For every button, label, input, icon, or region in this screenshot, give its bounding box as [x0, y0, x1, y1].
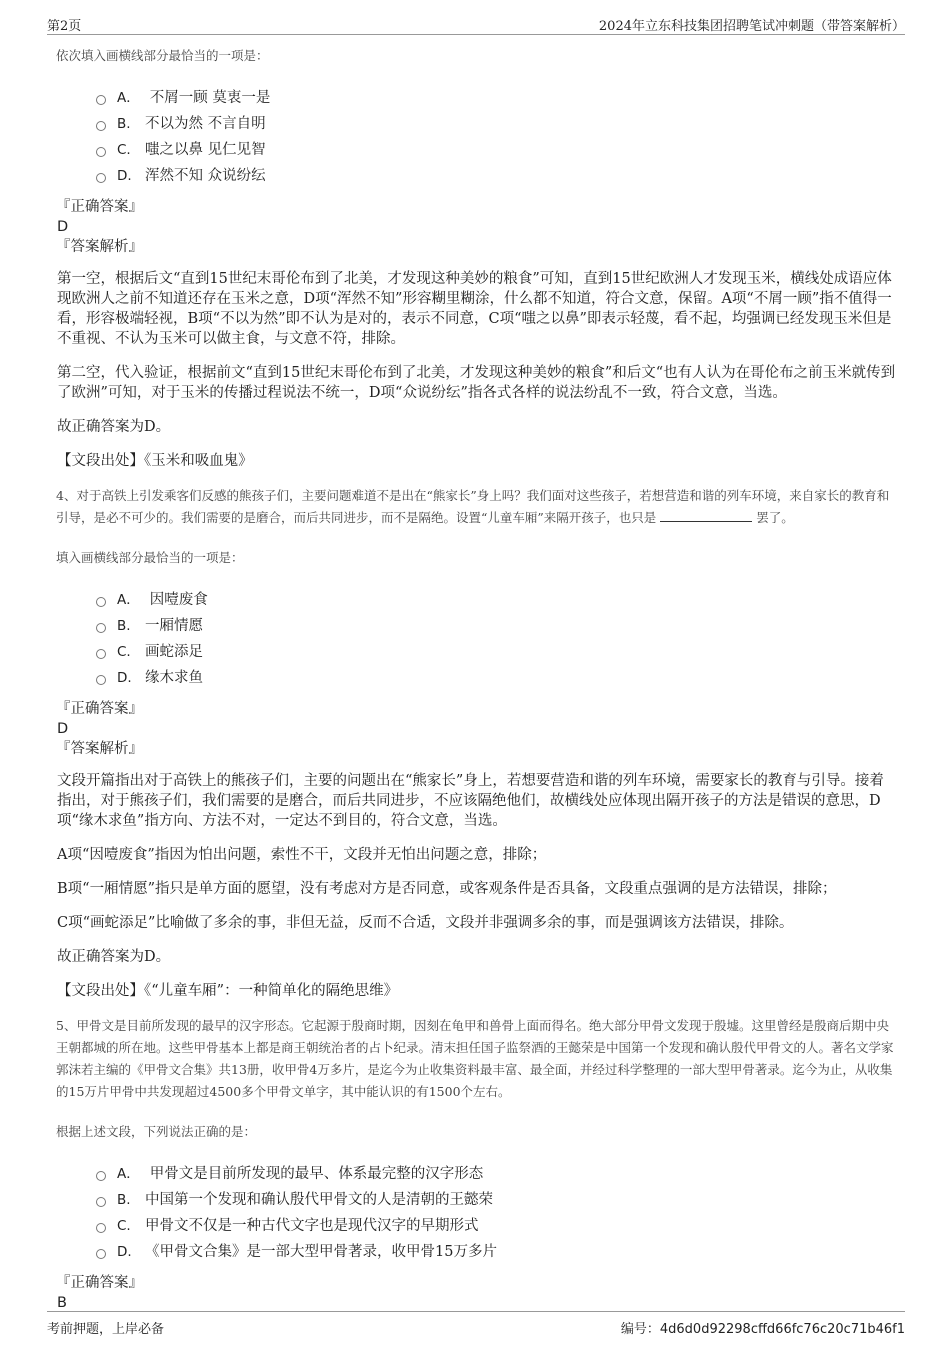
- q5-option-b[interactable]: B. 中国第一个发现和确认殷代甲骨文的人是清朝的王懿荣: [96, 1187, 896, 1213]
- radio-icon[interactable]: [96, 1171, 106, 1181]
- q4-source: 【文段出处】《“儿童车厢”：一种简单化的隔绝思维》: [57, 983, 399, 999]
- q5-option-c[interactable]: C. 甲骨文不仅是一种古代文字也是现代汉字的早期形式: [96, 1213, 896, 1239]
- radio-icon[interactable]: [96, 147, 106, 157]
- document-title: 2024年立东科技集团招聘笔试冲刺题（带答案解析）: [598, 19, 905, 34]
- q3-answer: D: [57, 219, 69, 235]
- q3-analysis-para-2: 第二空，代入验证，根据前文“直到15世纪末哥伦布到了北美，才发现这种美妙的粮食”和后文“也有人认为在哥伦布之前玉米就传到了欧洲”可知，对于玉米的传播过程说法不统一，D项“众说纷纭”指各式各样的说法纷乱不一致，符合文意，当选。: [57, 365, 896, 401]
- q5-text: 5、甲骨文是目前所发现的最早的汉字形态。它起源于殷商时期，因刻在龟甲和兽骨上面而得名。绝大部分甲骨文发现于殷墟。这里曾经是殷商后期中央王朝都城的所在地。这些甲骨基本上都是商王朝统治者的占卜纪录。清末担任国子监祭酒的王懿荣是中国第一个发现和确认殷代甲骨文的人。著名文学家郭沫若主编的《甲骨文合集》共13册，收甲骨4万多片，是迄今为止收集资料最丰富、最全面，并经过科学整理的一部大型甲骨著录。迄今为止，从收集的15万片甲骨中共发现超过4500多个甲骨文单字，其中能认识的有1500个左右。: [56, 1018, 894, 1099]
- q4-option-c[interactable]: C. 画蛇添足: [96, 639, 896, 665]
- q4-option-b[interactable]: B. 一厢情愿: [96, 613, 896, 639]
- q3-option-d[interactable]: D. 浑然不知 众说纷纭: [96, 163, 896, 189]
- q4-analysis-para-4: C项“画蛇添足”比喻做了多余的事，非但无益，反而不合适，文段并非强调多余的事，而是强调该方法错误，排除。: [57, 915, 794, 931]
- radio-icon[interactable]: [96, 1249, 106, 1259]
- q5-answer-label: 『正确答案』: [56, 1275, 143, 1291]
- q4-prompt: 填入画横线部分最恰当的一项是：: [56, 550, 244, 565]
- q4-analysis-conclusion: 故正确答案为D。: [57, 949, 171, 965]
- q4-option-a[interactable]: A． 因噎废食: [96, 587, 896, 613]
- radio-icon[interactable]: [96, 675, 106, 685]
- radio-icon[interactable]: [96, 95, 106, 105]
- q5-options: [96, 1161, 896, 1265]
- q5-option-d[interactable]: D. 《甲骨文合集》是一部大型甲骨著录，收甲骨15万多片: [96, 1239, 896, 1265]
- q3-prompt: 依次填入画横线部分最恰当的一项是：: [56, 48, 269, 63]
- page-number: 第2页: [47, 19, 82, 34]
- q3-answer-label: 『正确答案』: [56, 199, 143, 215]
- q3-options: [96, 85, 896, 189]
- q4-analysis-para-1: 文段开篇指出对于高铁上的熊孩子们，主要的问题出在“熊家长”身上，若想要营造和谐的列车环境，需要家长的教育与引导。接着指出，对于熊孩子们，我们需要的是磨合，而后共同进步，不应该隔绝他们，故横线处应体现出隔开孩子的方法是错误的意思，D项“缘木求鱼”指方向、方法不对，一定达不到目的，符合文意，当选。: [57, 773, 884, 829]
- q4-answer: D: [57, 721, 69, 737]
- q4-analysis-label: 『答案解析』: [56, 741, 143, 757]
- radio-icon[interactable]: [96, 1197, 106, 1207]
- q4-analysis-para-2: A项“因噎废食”指因为怕出问题，索性不干，文段并无怕出问题之意，排除；: [57, 847, 547, 863]
- q3-option-c[interactable]: C. 嗤之以鼻 见仁见智: [96, 137, 896, 163]
- q3-analysis-para-1: 第一空，根据后文“直到15世纪末哥伦布到了北美，才发现这种美妙的粮食”可知，直到15世纪欧洲人才发现玉米，横线处成语应体现欧洲人之前不知道还存在玉米之意，D项“浑然不知”形容糊里糊涂，什么都不知道，符合文意，保留。A项“不屑一顾”指不值得一看，形容极端轻视，B项“不以为然”即不认为是对的，表示不同意，C项“嗤之以鼻”即表示轻蔑，看不起，均强调已经发现玉米但是不重视、不认为玉米可以做主食，与文意不符，排除。: [57, 271, 892, 347]
- q4-answer-label: 『正确答案』: [56, 701, 143, 717]
- q3-option-b[interactable]: B. 不以为然 不言自明: [96, 111, 896, 137]
- page-footer: [47, 1311, 905, 1342]
- q5-prompt: 根据上述文段，下列说法正确的是：: [56, 1124, 257, 1139]
- q3-analysis-conclusion: 故正确答案为D。: [57, 419, 171, 435]
- q5-answer: B: [57, 1295, 67, 1311]
- radio-icon[interactable]: [96, 649, 106, 659]
- q4-text: 4、对于高铁上引发乘客们反感的熊孩子们，主要问题难道不是出在“熊家长”身上吗？我们面对这些孩子，若想营造和谐的列车环境，来自家长的教育和引导，是必不可少的。我们需要的是磨合，而后共同进步，而不是隔绝。设置“儿童车厢”来隔开孩子，也只是 罢了。: [56, 488, 890, 525]
- q3-source: 【文段出处】《玉米和吸血鬼》: [57, 453, 253, 469]
- radio-icon[interactable]: [96, 597, 106, 607]
- footer-slogan: 考前押题，上岸必备: [47, 1322, 165, 1337]
- radio-icon[interactable]: [96, 1223, 106, 1233]
- fill-blank: [660, 509, 752, 522]
- q3-analysis-label: 『答案解析』: [56, 239, 143, 255]
- document-code: 编号：4d6d0d92298cffd66fc76c20c71b46f1: [620, 1322, 905, 1337]
- page-header: [47, 12, 905, 35]
- q5-option-a[interactable]: A． 甲骨文是目前所发现的最早、体系最完整的汉字形态: [96, 1161, 896, 1187]
- q3-option-a[interactable]: A． 不屑一顾 莫衷一是: [96, 85, 896, 111]
- q4-options: [96, 587, 896, 691]
- radio-icon[interactable]: [96, 121, 106, 131]
- document-body: [56, 45, 896, 1313]
- radio-icon[interactable]: [96, 623, 106, 633]
- q4-option-d[interactable]: D. 缘木求鱼: [96, 665, 896, 691]
- radio-icon[interactable]: [96, 173, 106, 183]
- q4-analysis-para-3: B项“一厢情愿”指只是单方面的愿望，没有考虑对方是否同意，或客观条件是否具备，文段重点强调的是方法错误，排除；: [57, 881, 837, 897]
